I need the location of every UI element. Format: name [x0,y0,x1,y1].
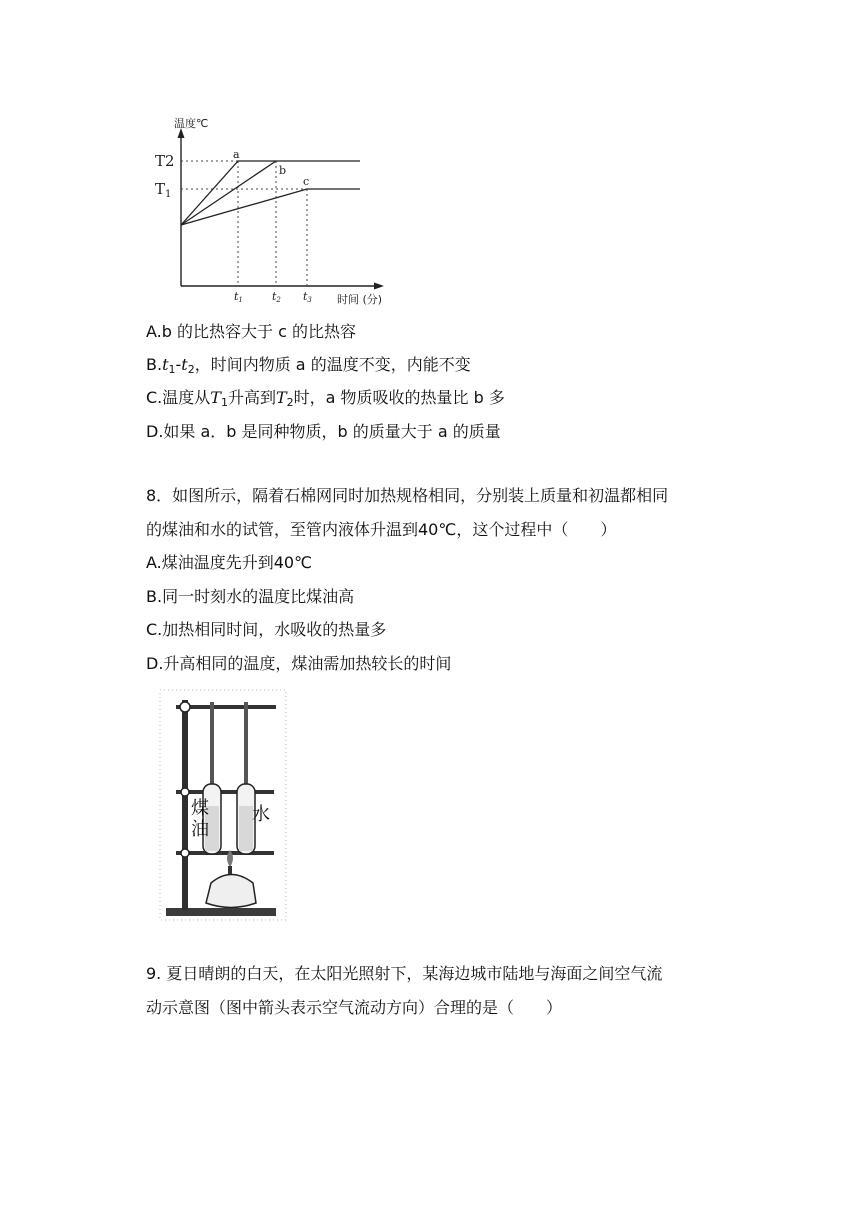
lamp-wick [228,866,232,874]
alcohol-lamp [206,875,256,908]
curve-c-label: c [303,175,310,188]
water-liquid [239,806,253,851]
label-kerosene-2: 油 [191,819,209,840]
q7-option-b-t2-sub: 2 [187,363,195,376]
gauze-ring [176,851,274,855]
q8-stem-line-1: 8．如图所示，隔着石棉网同时加热规格相同，分别装上质量和初温都相同 [146,486,669,505]
q7-option-c-rest: 时，a 物质吸收的热量比 b 多 [293,388,505,407]
x-tick-t2: t2 [272,290,281,304]
x-axis-label: 时间 (分) [337,293,383,306]
q7-option-c-T2: T [275,388,287,407]
q7-option-b [146,354,471,381]
test-tube-heating-apparatus [158,688,288,923]
q7-option-c [146,387,505,414]
q9-stem-line-2: 动示意图（图中箭头表示空气流动方向）合理的是（ ） [146,998,563,1017]
curve-b-label: b [279,164,287,177]
q7-option-c-prefix: C.温度从 [146,388,211,407]
q8-stem-line-2: 的煤油和水的试管，至管内液体升温到40℃，这个过程中（ ） [146,520,617,539]
q7-option-b-t1: t [162,355,169,374]
x-tick-t3: t3 [303,290,312,304]
gauze-ring-screw [181,849,189,857]
middle-clamp [176,790,274,794]
curve-a-label: a [233,148,240,161]
q7-option-b-prefix: B. [146,355,163,374]
x-axis-arrow [374,283,384,290]
y-tick-t2: T2 [155,152,175,170]
q7-option-a: A.b 的比热容大于 c 的比热容 [146,322,356,341]
top-clamp [176,705,276,709]
q9-stem-line-1: 9. 夏日晴朗的白天，在太阳光照射下，某海边城市陆地与海面之间空气流 [146,964,663,983]
q7-option-c-T1-sub: 1 [220,396,228,409]
q7-option-b-t1-sub: 1 [168,363,176,376]
y-axis-label: 温度℃ [174,117,209,130]
q8-option-a: A.煤油温度先升到40℃ [146,553,313,572]
q7-option-b-dash: - [175,355,182,374]
q8-option-c: C.加热相同时间，水吸收的热量多 [146,620,387,639]
q7-option-c-T1: T [210,388,221,407]
q8-option-b: B.同一时刻水的温度比煤油高 [146,587,355,606]
apparatus-svg [158,688,288,923]
q7-option-c-T2-sub: 2 [286,396,294,409]
label-water: 水 [252,804,270,825]
top-clamp-screw [180,702,190,712]
middle-clamp-screw [181,788,189,796]
curve-a [181,161,360,225]
q7-option-b-rest: ，时间内物质 a 的温度不变，内能不变 [194,355,471,374]
q7-option-b-t2: t [181,355,188,374]
q7-option-c-mid: 升高到 [227,388,276,407]
graph-svg [150,112,400,312]
y-tick-t1: $T_1$ [155,180,172,200]
label-kerosene-1: 煤 [191,798,209,819]
stand-rod [182,700,188,910]
curve-b [181,161,276,225]
q8-option-d: D.升高相同的温度，煤油需加热较长的时间 [146,654,452,673]
temperature-time-graph [150,112,400,312]
x-tick-t1: t1 [234,290,243,304]
q7-option-d: D.如果 a．b 是同种物质，b 的质量大于 a 的质量 [146,422,501,441]
